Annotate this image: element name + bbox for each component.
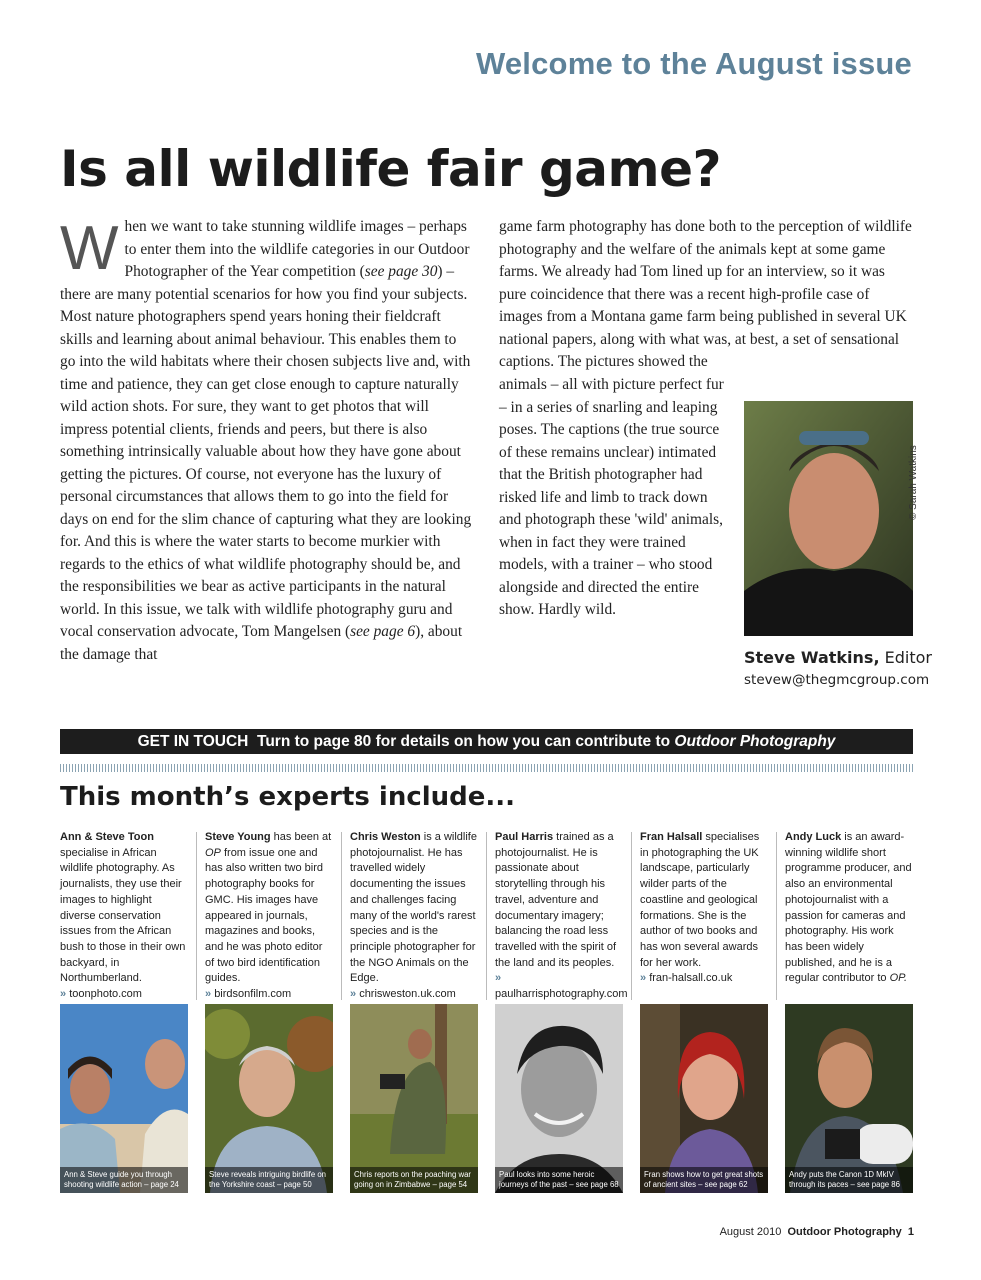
photo-caption: Chris reports on the poaching war going on in Zimbabwe – page 54 (350, 1167, 478, 1193)
page-reference: see page 30 (364, 263, 438, 280)
page-footer: August 2010 Outdoor Photography 1 (719, 1226, 914, 1238)
article-text: ), about the damage that (60, 623, 463, 663)
article-column-left (60, 216, 474, 666)
photo-caption: Paul looks into some heroic journeys of the past – see page 68 (495, 1167, 623, 1193)
expert-link[interactable]: toonphoto.com (69, 988, 142, 1001)
photo-caption: Fran shows how to get great shots of ancient sites – see page 62 (640, 1167, 768, 1193)
editor-email[interactable]: stevew@thegmcgroup.com (744, 672, 930, 688)
expert-bio: Andy Luck is an award- winning wildlife short programme producer, and also an environmental photojournalist with a passion for cameras and photography. His work has been widely published, and he is a regular contributor to OP. (785, 831, 912, 985)
expert-bio: Paul Harris trained as a photojournalist. He is passionate about storytelling through his travel, adventure and documentary imagery; balancing the road less travelled with the spirit of the land and its peoples. » paulharrisphotography.com (495, 831, 628, 1001)
issue-header: Welcome to the August issue (475, 46, 912, 81)
expert-photo (60, 1004, 188, 1193)
expert-photo (350, 1004, 478, 1193)
expert-bio: Chris Weston is a wildlife photojournalist. He has travelled widely documenting the issues and challenges facing many of the world's rarest species and is the principle photographer for the NGO Animals on the Edge. » chrisweston.uk.com (350, 831, 477, 1001)
expert-link[interactable]: paulharrisphotography.com (495, 988, 628, 1001)
photo-caption: Ann & Steve guide you through shooting wildlife action – page 24 (60, 1167, 188, 1193)
expert-bio: Ann & Steve Toon specialise in African wildlife photography. As journalists, they use their images to highlight diverse conservation issues from the African bush to those in their own backyard, in Northumberland. » toonphoto.com (60, 831, 186, 1001)
editor-name: Steve Watkins, Editor (744, 648, 932, 667)
photo-caption: Steve reveals intriguing birdlife on the Yorkshire coast – page 50 (205, 1167, 333, 1193)
expert-photo (495, 1004, 623, 1193)
article-text: game farm photography has done both to the perception of wildlife photography and the welfare of the animals kept at some game farms. We already had Tom lined up for an interview, so it was pure coincidence that there was a recent high-profile case of images from a Montana game farm being published in several UK national papers, along with what was, at best, a set of sensational captions. The pictures showed the (499, 218, 912, 370)
experts-title: This month’s experts include... (60, 782, 516, 812)
drop-cap: W (60, 214, 119, 283)
expert-photo (205, 1004, 333, 1193)
article-column-right-narrow (499, 374, 731, 622)
headline: Is all wildlife fair game? (60, 140, 722, 198)
article-text: ) – there are many potential scenarios for how you find your subjects. Most nature photographers spend years honing their fieldcraft skills and learning about animal behaviour. This enables them to go into the wild habitats where their chosen subjects live and, with time and patience, they can get close enough to capture naturally wild action shots. For sure, they want to get photos that will impress potential clients, friends and peers, but there is also something intrinsically valuable about how they have gone about getting the pictures. Of course, not everyone has the luxury of personal circumstances that allows them to go into the field for days on end for the slim chance of capturing what they are looking for. And this is where the water starts to become murkier with regards to the ethics of what wildlife photography should be, and the responsibilities we bear as active participants in the natural world. In this issue, we talk with wildlife photography guru and vocal conservation advocate, Tom Mangelsen ( (60, 263, 472, 640)
article-column-right (499, 216, 913, 374)
expert-photo (640, 1004, 768, 1193)
article-text: hen we want to take stunning wildlife images – perhaps to enter them into the wildlife categories in our Outdoor Photographer of the Year competition ( (124, 218, 470, 280)
expert-bio: Fran Halsall specialises in photographing the UK landscape, particularly wilder parts of the coastline and geological formations. She is the author of two books and has won several awards for her work. » fran-halsall.co.uk (640, 831, 760, 985)
article-text: animals – all with picture perfect fur – in a series of snarling and leaping poses. The captions (the true source of these remains unclear) intimated that the British photographer had risked life and limb to track down and photograph these 'wild' animals, when in fact they were trained models, with a trainer – who stood alongside and directed the entire show. Hardly wild. (499, 376, 724, 618)
expert-link[interactable]: chrisweston.uk.com (359, 988, 456, 1001)
photo-credit: © Sarah Watkins (908, 445, 919, 520)
get-in-touch-banner: GET IN TOUCH Turn to page 80 for details on how you can contribute to Outdoor Photography (60, 729, 913, 754)
expert-photo (785, 1004, 913, 1193)
expert-bio: Steve Young has been at OP from issue one and has also written two bird photography books for GMC. His images have appeared in journals, magazines and books, and he was photo editor of two bird identification guides. » birdsonfilm.com (205, 831, 332, 1001)
page-reference: see page 6 (350, 623, 416, 640)
expert-link[interactable]: fran-halsall.co.uk (649, 972, 733, 985)
editor-photo (744, 401, 913, 636)
expert-link[interactable]: birdsonfilm.com (214, 988, 292, 1001)
divider-rule (60, 764, 913, 772)
photo-caption: Andy puts the Canon 1D MkIV through its paces – see page 86 (785, 1167, 913, 1193)
